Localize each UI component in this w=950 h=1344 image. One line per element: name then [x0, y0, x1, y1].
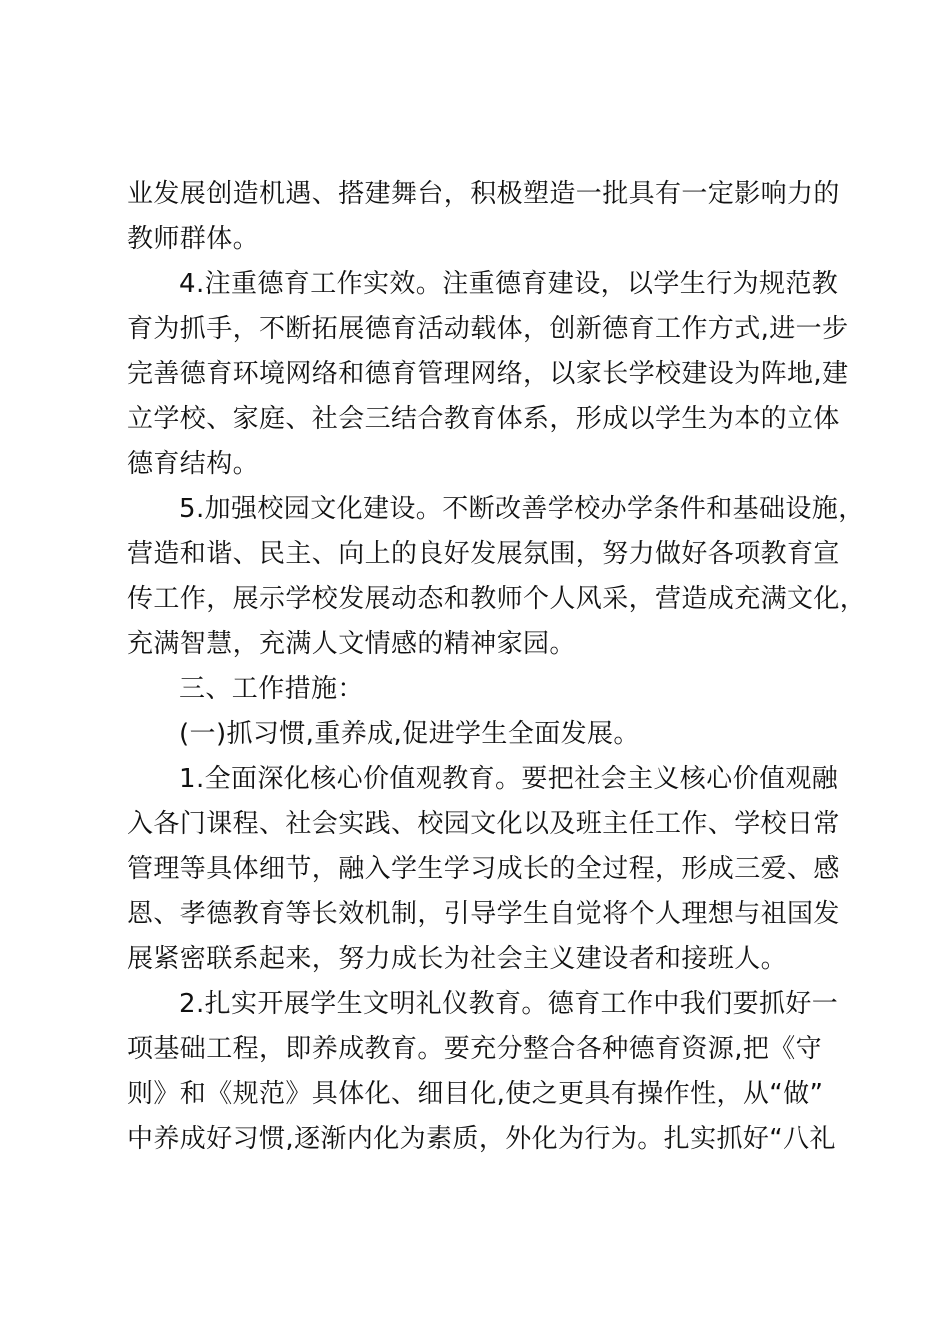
text-line: 则》和《规范》具体化、细目化,使之更具有操作性，从“做”: [127, 1079, 824, 1109]
text-line: 恩、孝德教育等长效机制，引导学生自觉将个人理想与祖国发: [127, 899, 840, 929]
text-line: 中养成好习惯,逐渐内化为素质，外化为行为。扎实抓好“八礼: [127, 1124, 836, 1154]
text-line: 入各门课程、社会实践、校园文化以及班主任工作、学校日常: [127, 809, 840, 839]
paragraph-heading-2: 2.扎实开展学生文明礼仪教育。德育工作中我们要抓好一: [179, 989, 839, 1019]
section-heading: 三、工作措施：: [179, 674, 364, 704]
paragraph-heading-4: 4.注重德育工作实效。注重德育建设，以学生行为规范教: [179, 269, 839, 299]
subsection-heading: (一)抓习惯,重养成,促进学生全面发展。: [179, 719, 640, 749]
text-line: 教师群体。: [127, 224, 260, 254]
text-line: 传工作，展示学校发展动态和教师个人风采，营造成充满文化，: [127, 584, 867, 614]
text-line: 立学校、家庭、社会三结合教育体系，形成以学生为本的立体: [127, 404, 840, 434]
text-line: 充满智慧，充满人文情感的精神家园。: [127, 629, 576, 659]
text-line: 完善德育环境网络和德育管理网络，以家长学校建设为阵地,建: [127, 359, 849, 389]
text-line: 育为抓手，不断拓展德育活动载体，创新德育工作方式,进一步: [127, 314, 849, 344]
text-line: 管理等具体细节，融入学生学习成长的全过程，形成三爱、感: [127, 854, 840, 884]
document-body: [127, 172, 867, 1162]
text-line: 营造和谐、民主、向上的良好发展氛围，努力做好各项教育宣: [127, 539, 840, 569]
text-line: 业发展创造机遇、搭建舞台，积极塑造一批具有一定影响力的: [127, 179, 840, 209]
text-line: 展紧密联系起来，努力成长为社会主义建设者和接班人。: [127, 944, 788, 974]
paragraph-heading-1: 1.全面深化核心价值观教育。要把社会主义核心价值观融: [179, 764, 839, 794]
paragraph-heading-5: 5.加强校园文化建设。不断改善学校办学条件和基础设施，: [179, 494, 865, 524]
text-line: 德育结构。: [127, 449, 260, 479]
text-line: 项基础工程，即养成教育。要充分整合各种德育资源,把《守: [127, 1034, 823, 1064]
